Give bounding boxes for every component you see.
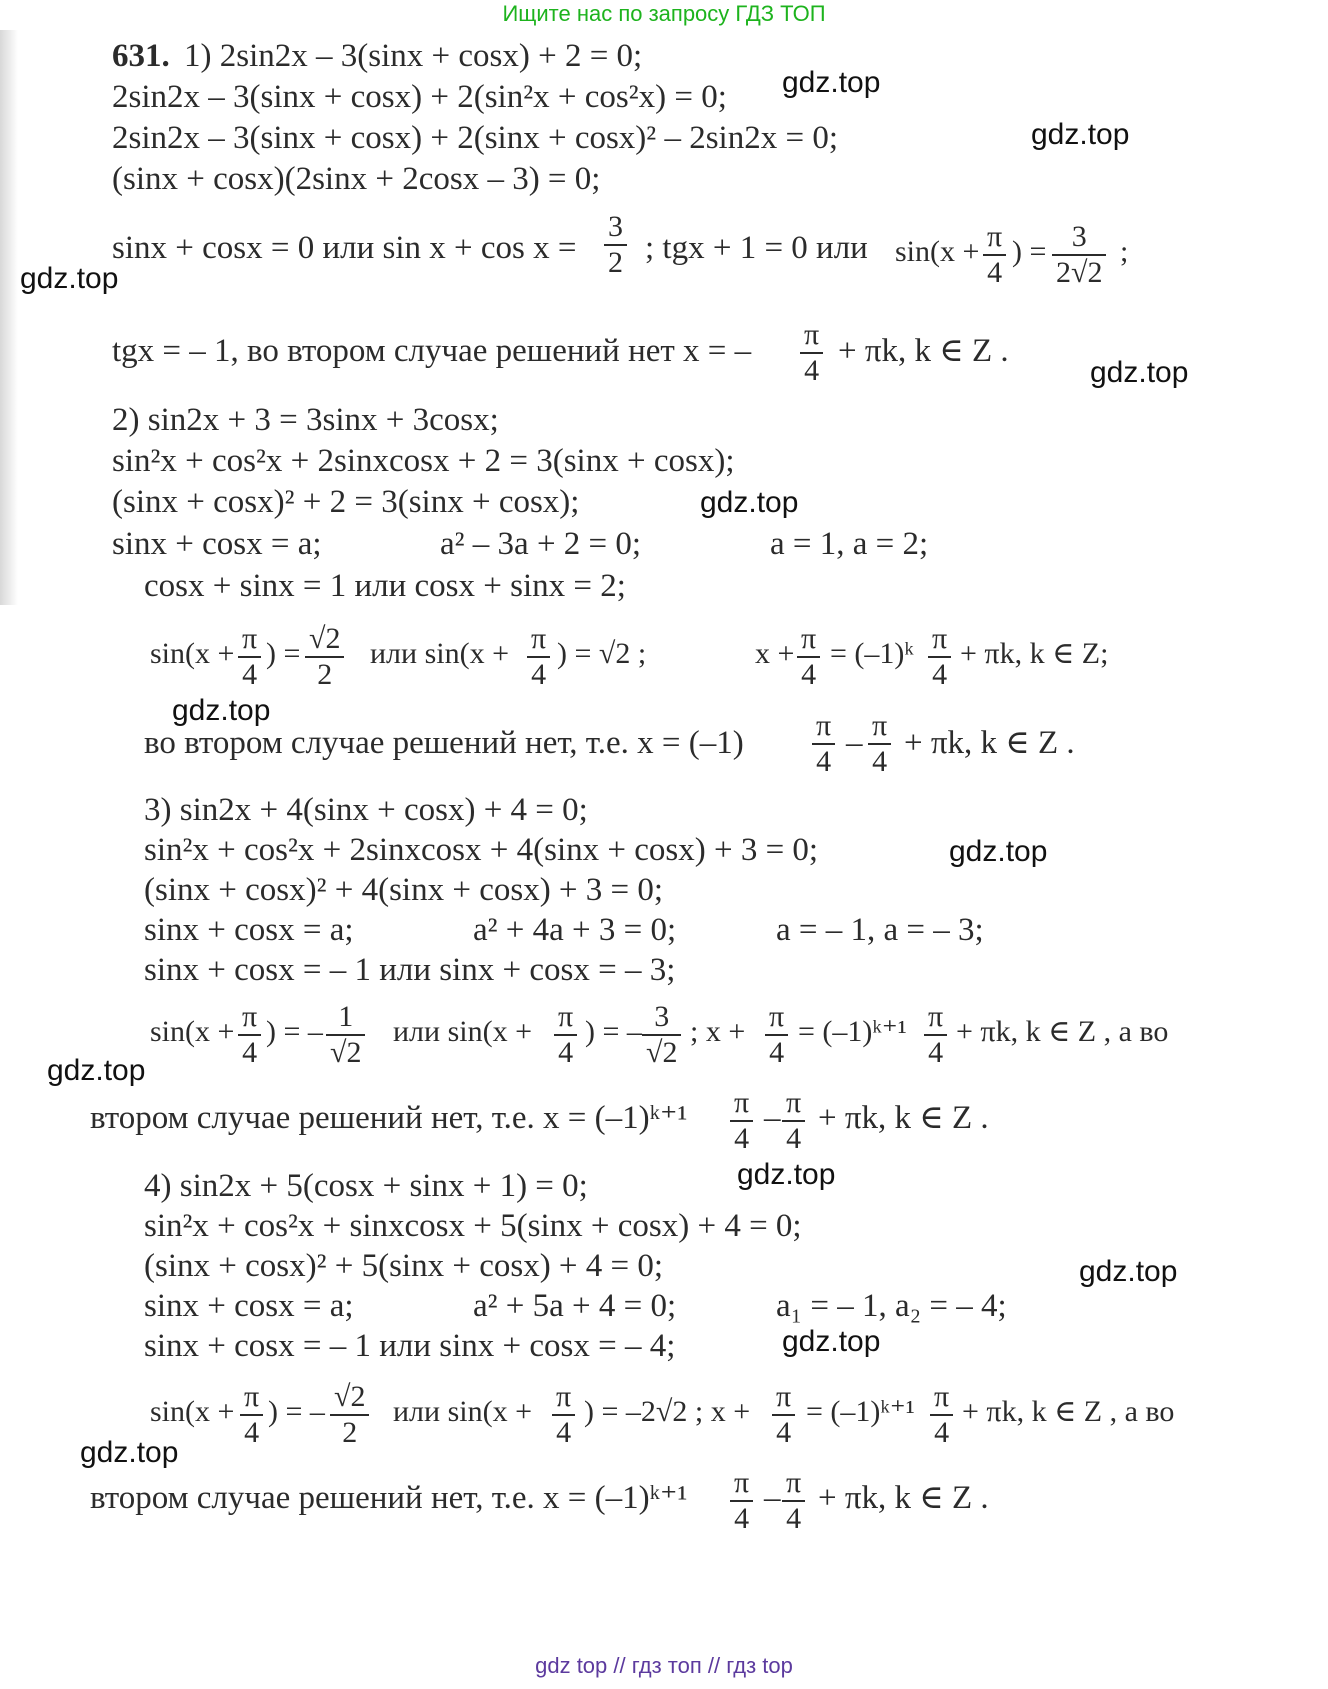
equation-line: 2) sin2x + 3 = 3sinx + 3cosx;: [112, 402, 499, 438]
fraction-pi-4: $\frac{\pi}{4}$: [782, 1086, 805, 1156]
fraction-pi-4: $\frac{\pi}{4}$: [730, 1466, 753, 1536]
equation-part: или sin(x +: [370, 637, 509, 670]
fraction-pi-4: $\frac{\pi}{4}$: [554, 1000, 577, 1070]
equation-line: –: [764, 1480, 781, 1516]
equation-part: sin(x +: [895, 235, 980, 268]
equation-line: + πk, k ∈ Z .: [818, 1480, 989, 1516]
fraction-pi-4: $\frac{\pi}{4}$: [238, 1000, 261, 1070]
equation-line: a² + 5a + 4 = 0;: [473, 1288, 677, 1324]
fraction-pi-4: $\frac{\pi}{4}$: [930, 1380, 953, 1450]
equation-line: 2sin2x – 3(sinx + cosx) + 2(sin²x + cos²x) = 0;: [112, 79, 727, 115]
watermark: gdz.top: [172, 694, 271, 727]
watermark: gdz.top: [949, 835, 1048, 868]
watermark: gdz.top: [782, 66, 881, 99]
fraction-pi-4: $\frac{\pi}{4}$: [782, 1466, 805, 1536]
equation-line: 1) 2sin2x – 3(sinx + cosx) + 2 = 0;: [184, 38, 643, 74]
equation-line: 4) sin2x + 5(cosx + sinx + 1) = 0;: [144, 1168, 588, 1204]
footer-banner[interactable]: gdz top // гдз топ // гдз top: [535, 1653, 793, 1678]
equation-line: sin²x + cos²x + 2sinxcosx + 4(sinx + cosx) + 3 = 0;: [144, 832, 819, 868]
fraction-sqrt2-2: $\frac{√2}{2}$: [330, 1380, 369, 1450]
page-edge-shadow: [0, 30, 18, 605]
equation-line: –: [764, 1100, 781, 1136]
fraction-pi-4: $\frac{\pi}{4}$: [238, 622, 261, 692]
equation-part: sin(x +: [150, 637, 235, 670]
equation-line: a = – 1, a = – 3;: [776, 912, 984, 948]
equation-line: sinx + cosx = a;: [144, 1288, 354, 1324]
header-banner[interactable]: Ищите нас по запросу ГДЗ ТОП: [502, 1, 826, 26]
watermark: gdz.top: [782, 1325, 881, 1358]
equation-part: + πk, k ∈ Z , а во: [956, 1015, 1169, 1048]
equation-line: sinx + cosx = a;: [144, 912, 354, 948]
fraction-sqrt2-2: $\frac{√2}{2}$: [305, 622, 344, 692]
equation-part: ) = –: [266, 1015, 323, 1048]
equation-part: или sin(x +: [393, 1395, 532, 1428]
fraction-pi-4: $\frac{\pi}{4}$: [527, 622, 550, 692]
equation-line: (sinx + cosx)(2sinx + 2cosx – 3) = 0;: [112, 161, 601, 197]
equation-line: sinx + cosx = – 1 или sinx + cosx = – 3;: [144, 952, 676, 988]
equation-part: ; x +: [690, 1015, 746, 1048]
fraction-pi-4: $\frac{\pi}{4}$: [730, 1086, 753, 1156]
fraction-3-sqrt2: $\frac{3}{√2}$: [642, 1000, 681, 1070]
equation-line: (sinx + cosx)² + 2 = 3(sinx + cosx);: [112, 484, 580, 520]
equation-line: sinx + cosx = a;: [112, 526, 322, 562]
equation-line: ; tgx + 1 = 0 или: [645, 230, 868, 266]
equation-line: + πk, k ∈ Z .: [818, 1100, 989, 1136]
problem-number: 631.: [112, 38, 170, 74]
equation-line: втором случае решений нет, т.е. x = (–1)ᵏ⁺¹: [90, 1480, 688, 1516]
equation-line: во втором случае решений нет, т.е. x = (–1): [144, 725, 744, 761]
equation-part: + πk, k ∈ Z;: [960, 637, 1109, 670]
watermark: gdz.top: [1031, 118, 1130, 151]
equation-line: tgx = – 1, во втором случае решений нет x = –: [112, 333, 752, 369]
equation-part: ) = –: [268, 1395, 325, 1428]
watermark: gdz.top: [1090, 356, 1189, 389]
fraction-pi-4: $\frac{\pi}{4}$: [983, 220, 1006, 290]
equation-line: + πk, k ∈ Z .: [838, 333, 1009, 369]
equation-part: ) = –: [585, 1015, 642, 1048]
equation-part: sin(x +: [150, 1395, 235, 1428]
watermark: gdz.top: [700, 486, 799, 519]
fraction-1-sqrt2: $\frac{1}{√2}$: [326, 1000, 365, 1070]
equation-line: + πk, k ∈ Z .: [904, 725, 1075, 761]
fraction-pi-4: $\frac{\pi}{4}$: [240, 1380, 263, 1450]
equation-part: ) = –2√2 ; x +: [584, 1395, 751, 1428]
equation-part: ;: [1120, 235, 1129, 268]
equation-line: sinx + cosx = – 1 или sinx + cosx = – 4;: [144, 1328, 676, 1364]
fraction-pi-4: $\frac{\pi}{4}$: [772, 1380, 795, 1450]
equation-part: = (–1)ᵏ⁺¹: [806, 1395, 915, 1428]
equation-part: x +: [755, 637, 795, 670]
equation-line: sinx + cosx = 0 или sin x + cos x =: [112, 230, 577, 266]
fraction-pi-4: $\frac{\pi}{4}$: [928, 622, 951, 692]
fraction-pi-4: $\frac{\pi}{4}$: [765, 1000, 788, 1070]
equation-part: ) =: [266, 637, 301, 670]
equation-line: sin²x + cos²x + 2sinxcosx + 2 = 3(sinx + cosx);: [112, 443, 735, 479]
fraction-pi-4: $\frac{\pi}{4}$: [800, 318, 823, 388]
equation-line: (sinx + cosx)² + 4(sinx + cosx) + 3 = 0;: [144, 872, 664, 908]
equation-part: + πk, k ∈ Z , а во: [962, 1395, 1175, 1428]
equation-line: sin²x + cos²x + sinxcosx + 5(sinx + cosx) + 4 = 0;: [144, 1208, 802, 1244]
equation-line: a² – 3a + 2 = 0;: [440, 526, 642, 562]
equation-line: 2sin2x – 3(sinx + cosx) + 2(sinx + cosx)² – 2sin2x = 0;: [112, 120, 838, 156]
fraction-pi-4: $\frac{\pi}{4}$: [552, 1380, 575, 1450]
equation-line: втором случае решений нет, т.е. x = (–1)ᵏ⁺¹: [90, 1100, 688, 1136]
equation-line: –: [846, 725, 863, 761]
fraction-pi-4: $\frac{\pi}{4}$: [868, 709, 891, 779]
equation-part: = (–1)ᵏ: [830, 637, 914, 670]
fraction-3-2sqrt2: $\frac{3}{2√2}$: [1052, 220, 1106, 290]
watermark: gdz.top: [47, 1054, 146, 1087]
equation-part: sin(x +: [150, 1015, 235, 1048]
fraction-3-2: $\frac{3}{2}$: [604, 210, 627, 280]
equation-line: a₁ = – 1, a₂ = – 4;: [776, 1288, 1007, 1324]
fraction-pi-4: $\frac{\pi}{4}$: [924, 1000, 947, 1070]
equation-part: или sin(x +: [393, 1015, 532, 1048]
equation-line: a = 1, a = 2;: [770, 526, 929, 562]
equation-part: ) = √2 ;: [557, 637, 647, 670]
watermark: gdz.top: [80, 1436, 179, 1469]
equation-line: (sinx + cosx)² + 5(sinx + cosx) + 4 = 0;: [144, 1248, 664, 1284]
equation-part: ) =: [1012, 235, 1047, 268]
equation-part: = (–1)ᵏ⁺¹: [798, 1015, 907, 1048]
equation-line: cosx + sinx = 1 или cosx + sinx = 2;: [144, 568, 626, 604]
watermark: gdz.top: [1079, 1255, 1178, 1288]
watermark: gdz.top: [20, 262, 119, 295]
watermark: gdz.top: [737, 1158, 836, 1191]
equation-line: a² + 4a + 3 = 0;: [473, 912, 677, 948]
fraction-pi-4: $\frac{\pi}{4}$: [812, 709, 835, 779]
equation-line: 3) sin2x + 4(sinx + cosx) + 4 = 0;: [144, 792, 588, 828]
fraction-pi-4: $\frac{\pi}{4}$: [797, 622, 820, 692]
